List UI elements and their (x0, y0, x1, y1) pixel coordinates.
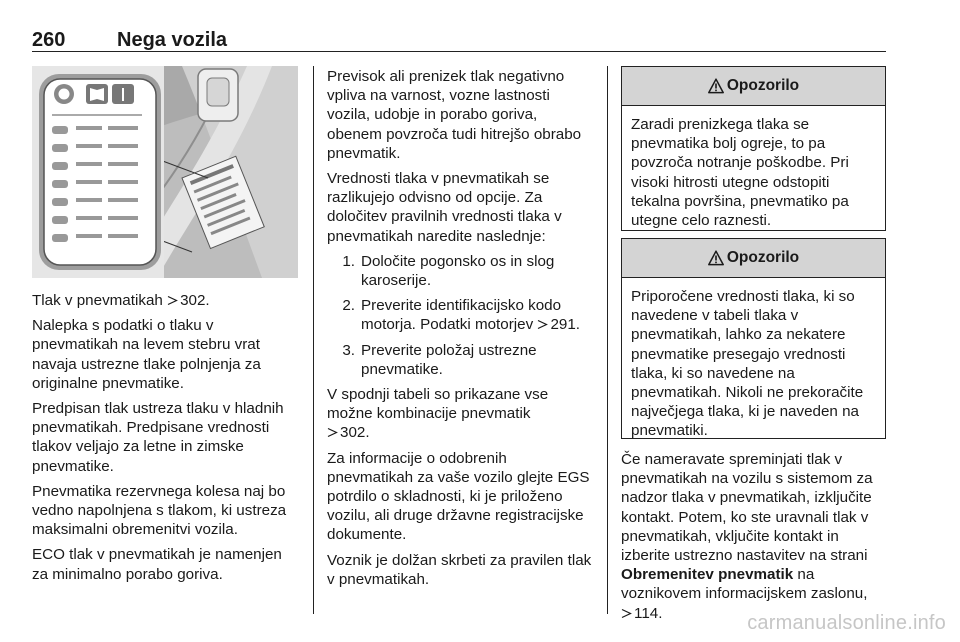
paragraph-eco-pressure: ECO tlak v pnevmatikah je namenjen za minimalno porabo goriva. (32, 546, 282, 583)
paragraph-cold-pressure: Predpisan tlak ustreza tlaku v hladnih pnevmatikah. Predpisane vrednosti tlakov veljajo za letne in zimske pnevmatike. (32, 400, 284, 475)
paragraph-approved-tyres: Za informacije o odobrenih pnevmatikah za vaše vozilo glejte EGS potrdilo o skladnosti, ki je priloženo vozilu, ali druge državne registracijske dokumente. (327, 449, 590, 544)
warning-body: Priporočene vrednosti tlaka, ki so navedene v tabeli tlaka v pnevmatikah, lahko za nekatere pnevmatike presegajo vrednosti tlaka, ki so navedene na pnevmatikah. Nikoli ne prekoračite največjega tlaka, ki je naveden na pnevmatiki. (631, 288, 864, 440)
tpms-text-cont: na voznikovem informacijskem zaslonu, (621, 566, 868, 603)
door-pillar-label-illustration (32, 66, 298, 278)
page-reference-icon (537, 319, 548, 330)
column-3 (621, 450, 887, 629)
page-number: 260 (32, 29, 66, 51)
warning-box-1 (621, 66, 886, 231)
list-item (327, 341, 593, 379)
warning-header (622, 67, 885, 106)
column-divider-1 (313, 66, 314, 614)
column-divider-2 (607, 66, 608, 614)
step-text-with-ref (361, 296, 593, 334)
paragraph-spare-wheel: Pnevmatika rezervnega kolesa naj bo vedno napolnjena s tlakom, ki ustreza maksimalni obremenitvi vozila. (32, 482, 287, 539)
step-text: Preverite identifikacijsko kodo motorja. Podatki motorjev (361, 297, 562, 334)
step-text: Določite pogonsko os in slog karoserije. (361, 252, 555, 290)
step-text: Preverite položaj ustrezne pnevmatike. (361, 341, 537, 378)
steps-list (327, 252, 593, 379)
pressure-ref-text: Tlak v pnevmatikah (32, 292, 163, 309)
tpms-text: Če nameravate spreminjati tlak v pnevmatikah na vozilu s sistemom za nadzor tlaka v pnevmatikah, izključite kontakt. Potem, ko ste uravnali tlak v pnevmatikah, vključite kontakt in izberite ustrezno nastavitev na strani (621, 451, 873, 565)
pressure-ref-link[interactable]: 302. (180, 292, 210, 309)
warning-title: Opozorilo (726, 77, 800, 94)
table-ref-link[interactable]: 302. (340, 424, 370, 442)
page-reference-icon (327, 427, 338, 438)
warning-title: Opozorilo (726, 249, 800, 266)
paragraph-pressure-values: Vrednosti tlaka v pnevmatikah se razlikujejo odvisno od opcije. Za določitev pravilnih vrednosti tlaka v pnevmatikah naredite naslednje: (327, 170, 562, 245)
paragraph-label-info: Nalepka s podatki o tlaku v pnevmatikah na levem stebru vrat navaja ustrezne tlake polnjenja za originalne pnevmatike. (32, 317, 261, 392)
list-item (327, 252, 593, 290)
warning-triangle-icon (708, 250, 724, 266)
paragraph-pressure-effects: Previsok ali prenizek tlak negativno vpliva na varnost, vozne lastnosti vozila, udobje in porabo goriva, obenem povzroča tudi hitrejšo obrabo pnevmatik. (327, 68, 582, 162)
step-number: 1. (342, 252, 355, 270)
page-reference-icon (167, 295, 178, 306)
page-title: Nega vozila (117, 29, 228, 51)
step-number: 3. (342, 341, 355, 359)
paragraph-tpms (621, 450, 887, 623)
warning-box-2 (621, 238, 886, 439)
paragraph-driver-duty: Voznik je dolžan skrbeti za pravilen tlak v pnevmatikah. (327, 551, 592, 588)
paragraph-pressure-ref (32, 291, 302, 310)
dic-ref-link[interactable]: 114. (634, 604, 663, 622)
menu-item-tyre-load: Obremenitev pnevmatik (621, 566, 794, 584)
engine-data-ref-link[interactable]: 291. (550, 316, 580, 334)
column-2 (327, 67, 593, 595)
paragraph-table-ref (327, 385, 593, 443)
warning-body: Zaradi prenizkega tlaka se pnevmatika bolj ogreje, to pa povzroča notranje poškodbe. Pri visoki hitrosti utegne odstopiti tekalna površina, pnevmatiko pa utegne celo raznesti. (631, 116, 849, 230)
warning-header (622, 239, 885, 278)
header-rule (32, 51, 886, 52)
watermark: carmanualsonline.info (747, 612, 946, 634)
column-1 (32, 291, 302, 590)
warning-triangle-icon (708, 78, 724, 94)
list-item (327, 296, 593, 334)
table-ref-text: V spodnji tabeli so prikazane vse možne kombinacije pnevmatik (327, 386, 549, 423)
step-number: 2. (342, 297, 355, 315)
page-reference-icon (621, 608, 632, 619)
